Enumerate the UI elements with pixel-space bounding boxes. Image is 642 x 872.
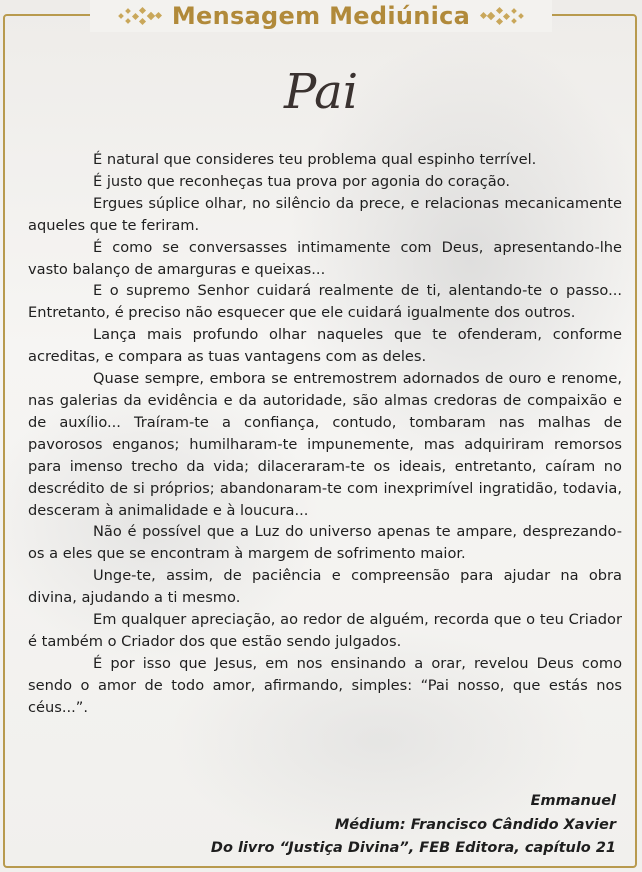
paragraph: Lança mais profundo olhar naqueles que te ofenderam, conforme acreditas, e compara as tuas vantagens com as deles.: [28, 326, 622, 366]
paragraph: Ergues súplice olhar, no silêncio da prece, e relacionas mecanicamente aqueles que te feriram.: [28, 194, 622, 234]
paragraph: É como se conversasses intimamente com Deus, apresentando-lhe vasto balanço de amarguras e queixas...: [28, 238, 622, 278]
signature-block: [211, 790, 616, 861]
header-band: [90, 0, 552, 32]
signature-author: Emmanuel: [530, 793, 616, 809]
left-ornament-icon: [118, 5, 162, 27]
header: [0, 0, 642, 34]
paragraph: É justo que reconheças tua prova por agonia do coração.: [93, 172, 510, 190]
signature-medium: Médium: Francisco Cândido Xavier: [334, 816, 616, 833]
paragraph: Unge-te, assim, de paciência e compreensão para ajudar na obra divina, ajudando a ti mesmo.: [28, 567, 622, 607]
paragraph: Em qualquer apreciação, ao redor de alguém, recorda que o teu Criador é também o Criador dos que estão sendo julgados.: [28, 611, 622, 650]
message-title: Pai: [283, 64, 359, 120]
right-ornament-icon: [480, 5, 524, 27]
paragraph: E o supremo Senhor cuidará realmente de ti, alentando-te o passo... Entretanto, é preciso não esquecer que ele cuidará igualmente dos outros.: [28, 282, 622, 322]
signature-source: Do livro “Justiça Divina”, FEB Editora, capítulo 21: [210, 840, 616, 856]
paragraph: Quase sempre, embora se entremostrem adornados de ouro e renome, nas galerias da evidência e da autoridade, são almas credoras de compaixão e de auxílio... Traíram-te a confiança, contudo, tombaram nas malhas de pavorosos enganos; humilharam-te impunemente, mas adquiriram remorsos para imenso trecho da vida; dilaceraram-te os ideais, entretanto, caíram no descrédito de si próprios; abandonaram-te com inexprimível ingratidão, todavia, desceram à animalidade e à loucura...: [28, 370, 622, 519]
message-body: [28, 149, 622, 719]
header-title: Mensagem Mediúnica: [171, 2, 471, 30]
paragraph: É natural que consideres teu problema qual espinho terrível.: [93, 151, 537, 168]
paragraph: É por isso que Jesus, em nos ensinando a orar, revelou Deus como sendo o amor de todo amor, afirmando, simples: “Pai nosso, que estás nos céus...”.: [28, 654, 622, 716]
paragraph: Não é possível que a Luz do universo apenas te ampare, desprezando-os a eles que se encontram à margem de sofrimento maior.: [28, 523, 622, 563]
